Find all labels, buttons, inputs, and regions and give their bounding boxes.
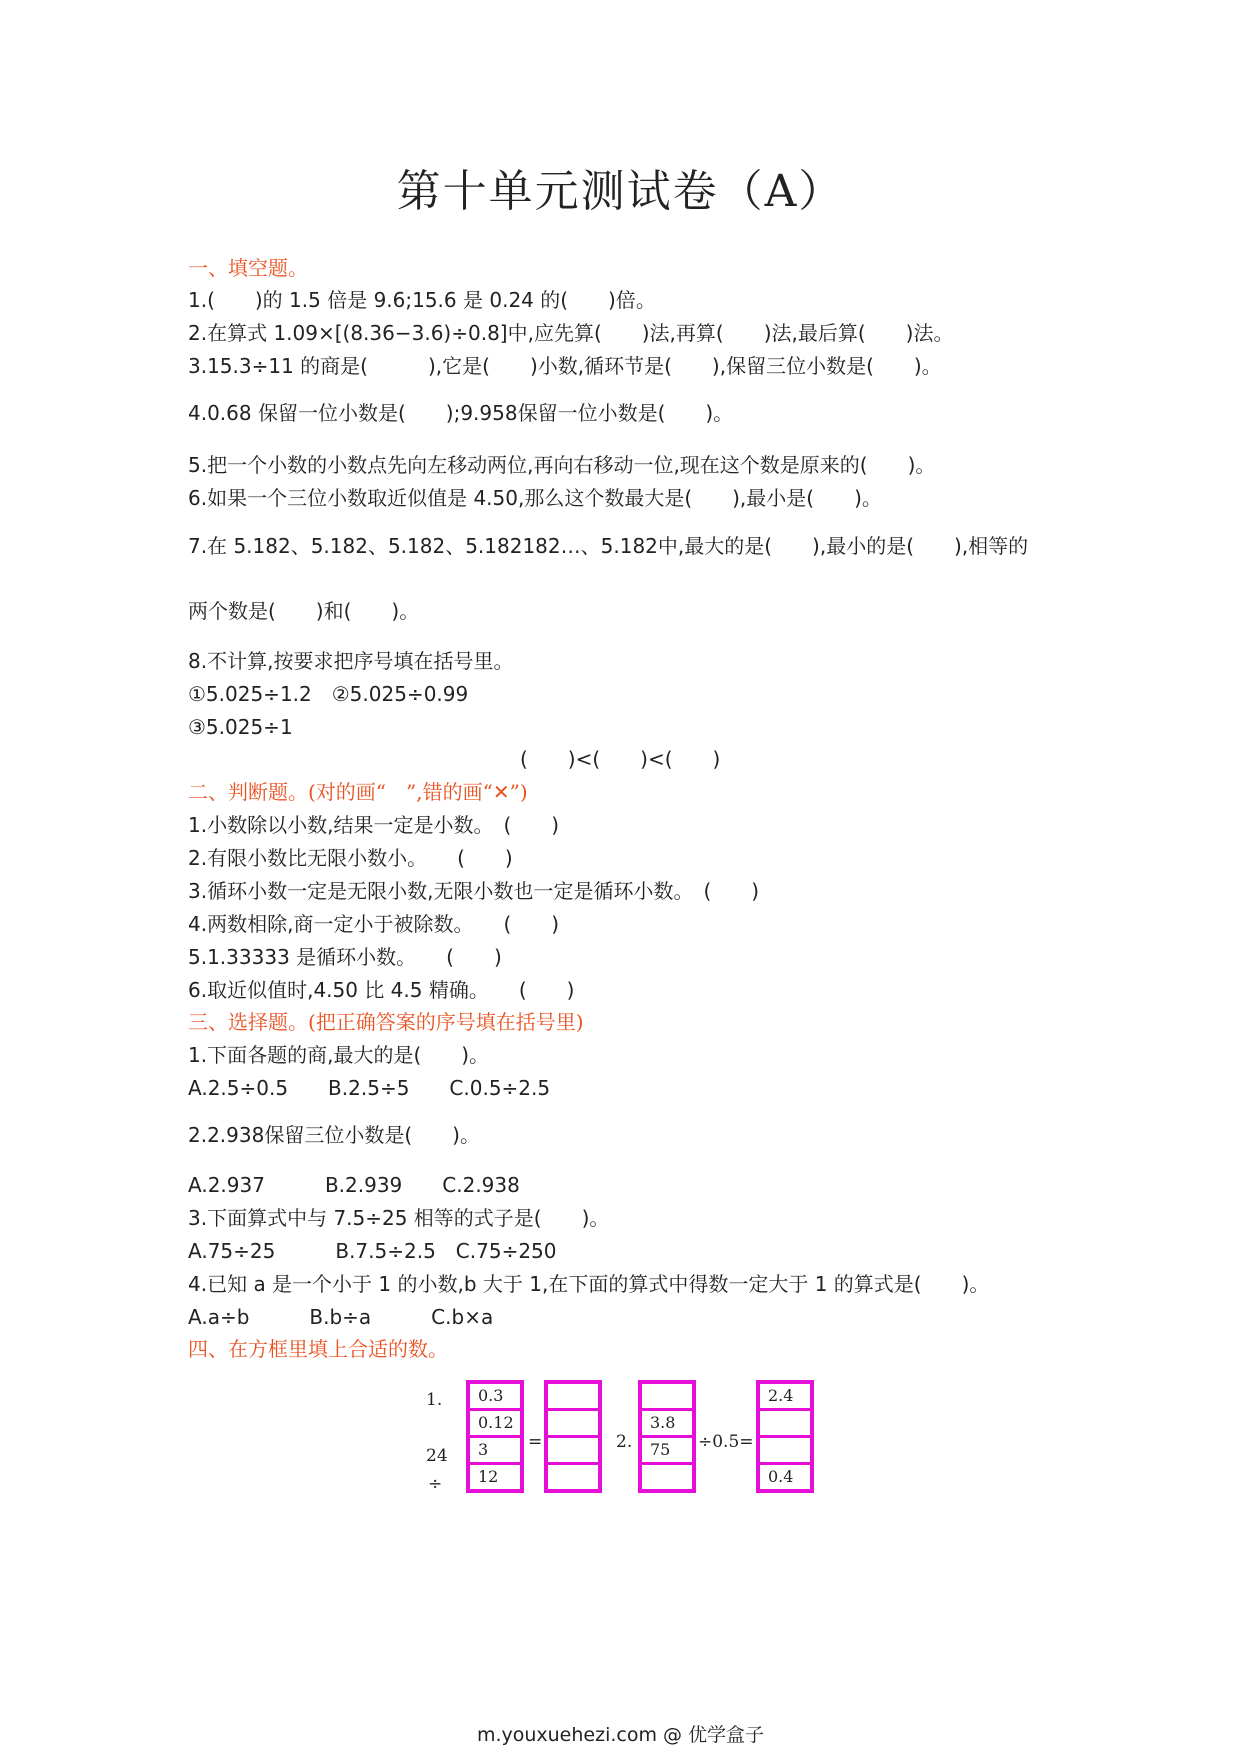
box-cell[interactable]: 0.4 (768, 1467, 794, 1486)
box-q1-label: 1. (426, 1390, 443, 1410)
choice-q2-options: A.2.937 B.2.939 C.2.938 (188, 1173, 520, 1197)
judge-q6: 6.取近似值时,4.50 比 4.5 精确。 ( ) (188, 978, 575, 1002)
box-column-4 (756, 1380, 814, 1493)
box-cell[interactable]: 12 (478, 1467, 499, 1486)
fill-q3: 3.15.3÷11 的商是( ),它是( )小数,循环节是( ),保留三位小数是( )。 (188, 354, 942, 378)
box-cell[interactable] (548, 1465, 598, 1489)
box-column-1 (466, 1380, 524, 1493)
box-q2-operator: ÷0.5= (698, 1432, 754, 1452)
choice-q1: 1.下面各题的商,最大的是( )。 (188, 1043, 490, 1067)
fill-q8-option-1-2: ①5.025÷1.2 ②5.025÷0.99 (188, 682, 469, 706)
fill-q6: 6.如果一个三位小数取近似值是 4.50,那么这个数最大是( ),最小是( )。 (188, 486, 882, 510)
footer-watermark: m.youxuehezi.com @ 优学盒子 (476, 1724, 765, 1746)
box-cell[interactable] (548, 1438, 598, 1465)
box-q1-dividend: 24 (426, 1446, 448, 1466)
judge-q3: 3.循环小数一定是无限小数,无限小数也一定是循环小数。 ( ) (188, 879, 760, 903)
fill-q4: 4.0.68 保留一位小数是( );9.958保留一位小数是( )。 (188, 401, 734, 425)
section-fill-heading: 一、填空题。 (188, 256, 308, 280)
fill-q7: 7.在 5.182、5.182、5.182、5.182182…、5.182中,最大的是( ),最小的是( ),相等的 (188, 534, 1029, 558)
judge-q2: 2.有限小数比无限小数小。 ( ) (188, 846, 513, 870)
fill-q8: 8.不计算,按要求把序号填在括号里。 (188, 649, 514, 673)
box-q1-divide-sign: ÷ (428, 1474, 443, 1494)
box-cell[interactable]: 3.8 (642, 1411, 692, 1438)
judge-q4: 4.两数相除,商一定小于被除数。 ( ) (188, 912, 560, 936)
choice-q4-options: A.a÷b B.b÷a C.b×a (188, 1305, 494, 1329)
box-cell[interactable] (642, 1465, 692, 1489)
fill-q2: 2.在算式 1.09×[(8.36−3.6)÷0.8]中,应先算( )法,再算( )法,最后算( )法。 (188, 321, 954, 345)
fill-q1: 1.( )的 1.5 倍是 9.6;15.6 是 0.24 的( )倍。 (188, 288, 656, 312)
fill-q5: 5.把一个小数的小数点先向左移动两位,再向右移动一位,现在这个数是原来的( )。 (188, 453, 936, 477)
box-cell[interactable]: 75 (642, 1438, 692, 1465)
choice-q1-options: A.2.5÷0.5 B.2.5÷5 C.0.5÷2.5 (188, 1076, 551, 1100)
box-cell[interactable] (760, 1438, 810, 1465)
box-cell[interactable]: 0.12 (470, 1411, 520, 1438)
box-q1-equals: = (528, 1432, 543, 1452)
box-cell[interactable]: 0.3 (470, 1384, 520, 1411)
section-choice-heading: 三、选择题。(把正确答案的序号填在括号里) (188, 1010, 584, 1034)
box-cell[interactable] (642, 1384, 692, 1411)
choice-q2: 2.2.938保留三位小数是( )。 (188, 1123, 480, 1147)
box-cell[interactable] (760, 1411, 810, 1438)
choice-q3: 3.下面算式中与 7.5÷25 相等的式子是( )。 (188, 1206, 610, 1230)
fill-q7-continued: 两个数是( )和( )。 (188, 599, 420, 623)
fill-q8-option-3: ③5.025÷1 (188, 715, 293, 739)
judge-q5: 5.1.33333 是循环小数。 ( ) (188, 945, 502, 969)
box-cell[interactable] (548, 1384, 598, 1411)
box-column-3 (638, 1380, 696, 1493)
section-boxes-heading: 四、在方框里填上合适的数。 (188, 1337, 448, 1361)
box-cell[interactable] (548, 1411, 598, 1438)
section-judge-heading: 二、判断题。(对的画“ ”,错的画“✕”) (188, 780, 528, 804)
box-cell[interactable]: 3 (470, 1438, 520, 1465)
page-title: 第十单元测试卷（A） (396, 166, 845, 217)
box-q2-label: 2. (616, 1432, 633, 1452)
box-exercises (420, 1380, 840, 1520)
box-column-2 (544, 1380, 602, 1493)
judge-q1: 1.小数除以小数,结果一定是小数。 ( ) (188, 813, 560, 837)
fill-q8-order: ( )<( )<( ) (520, 747, 721, 771)
box-cell[interactable]: 2.4 (760, 1384, 810, 1411)
choice-q3-options: A.75÷25 B.7.5÷2.5 C.75÷250 (188, 1239, 557, 1263)
choice-q4: 4.已知 a 是一个小于 1 的小数,b 大于 1,在下面的算式中得数一定大于 1 的算式是( )。 (188, 1272, 990, 1296)
